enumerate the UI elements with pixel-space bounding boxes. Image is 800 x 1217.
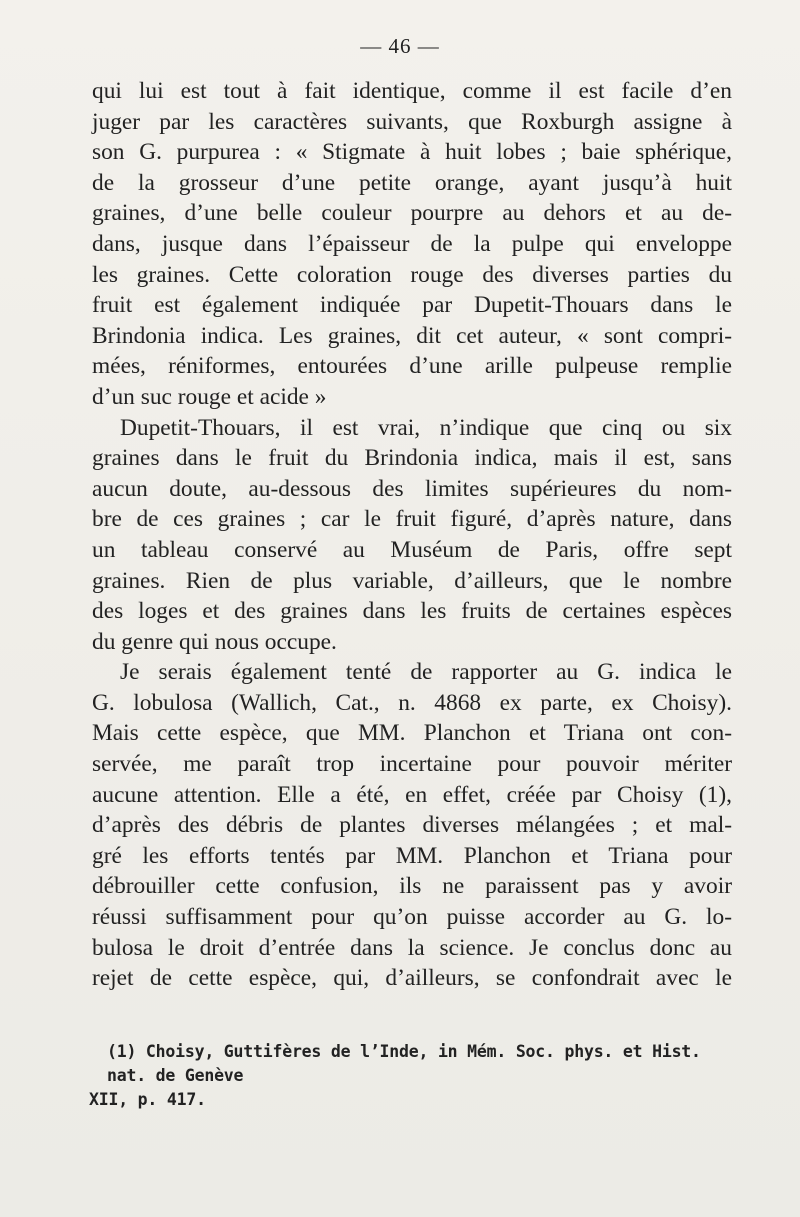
text-line: les graines. Cette coloration rouge des diverses parties du <box>92 261 732 288</box>
page-number: — 46 — <box>360 34 440 58</box>
text-line: G. lobulosa (Wallich, Cat., n. 4868 ex parte, ex Choisy). <box>92 689 732 716</box>
text-line: gré les efforts tentés par MM. Planchon et Triana pour <box>92 842 732 869</box>
text-line: qui lui est tout à fait identique, comme il est facile d’en <box>92 78 732 104</box>
footnote-line: (1) Choisy, Guttifères de l’Inde, in Mém. Soc. phys. et Hist. nat. de Genève <box>107 1042 701 1085</box>
text-line: un tableau conservé au Muséum de Paris, offre sept <box>92 536 732 563</box>
text-line: du genre qui nous occupe. <box>92 628 337 655</box>
footnote-line: XII, p. 417. <box>89 1090 206 1109</box>
text-line: débrouiller cette confusion, ils ne paraissent pas y avoir <box>92 873 732 900</box>
text-line: fruit est également indiquée par Dupetit-Thouars dans le <box>92 292 732 319</box>
text-line: rejet de cette espèce, qui, d’ailleurs, se confondrait avec le <box>92 965 732 992</box>
text-line: Je serais également tenté de rapporter au G. indica le <box>120 659 732 686</box>
text-line: Brindonia indica. Les graines, dit cet auteur, « sont compri- <box>92 322 732 349</box>
text-line: aucun doute, au-dessous des limites supérieures du nom- <box>92 475 732 502</box>
text-line: réussi suffisamment pour qu’on puisse accorder au G. lo- <box>92 904 732 931</box>
text-line: juger par les caractères suivants, que Roxburgh assigne à <box>92 108 732 135</box>
text-line: d’après des débris de plantes diverses mélangées ; et mal- <box>92 812 732 839</box>
text-line: des loges et des graines dans les fruits de certaines espèces <box>92 598 732 625</box>
text-line: servée, me paraît trop incertaine pour pouvoir mériter <box>92 751 732 778</box>
text-line: graines. Rien de plus variable, d’ailleurs, que le nombre <box>92 567 732 594</box>
footnote <box>89 1040 727 1112</box>
text-line: dans, jusque dans l’épaisseur de la pulpe qui enveloppe <box>92 230 732 257</box>
text-line: aucune attention. Elle a été, en effet, créée par Choisy (1), <box>92 781 732 808</box>
text-line: graines dans le fruit du Brindonia indica, mais il est, sans <box>92 445 732 472</box>
text-line: bulosa le droit d’entrée dans la science. Je conclus donc au <box>92 934 732 961</box>
text-line: mées, réniformes, entourées d’une arille pulpeuse remplie <box>92 353 732 380</box>
text-line: son G. purpurea : « Stigmate à huit lobes ; baie sphérique, <box>92 139 732 166</box>
text-line: bre de ces graines ; car le fruit figuré, d’après nature, dans <box>92 506 732 533</box>
text-line: Dupetit-Thouars, il est vrai, n’indique que cinq ou six <box>120 414 732 441</box>
text-line: de la grosseur d’une petite orange, ayant jusqu’à huit <box>92 169 732 196</box>
text-line: d’un suc rouge et acide » <box>92 383 327 410</box>
main-text <box>92 76 732 994</box>
text-line: Mais cette espèce, que MM. Planchon et Triana ont con- <box>92 720 732 747</box>
text-line: graines, d’une belle couleur pourpre au dehors et au de- <box>92 200 732 227</box>
